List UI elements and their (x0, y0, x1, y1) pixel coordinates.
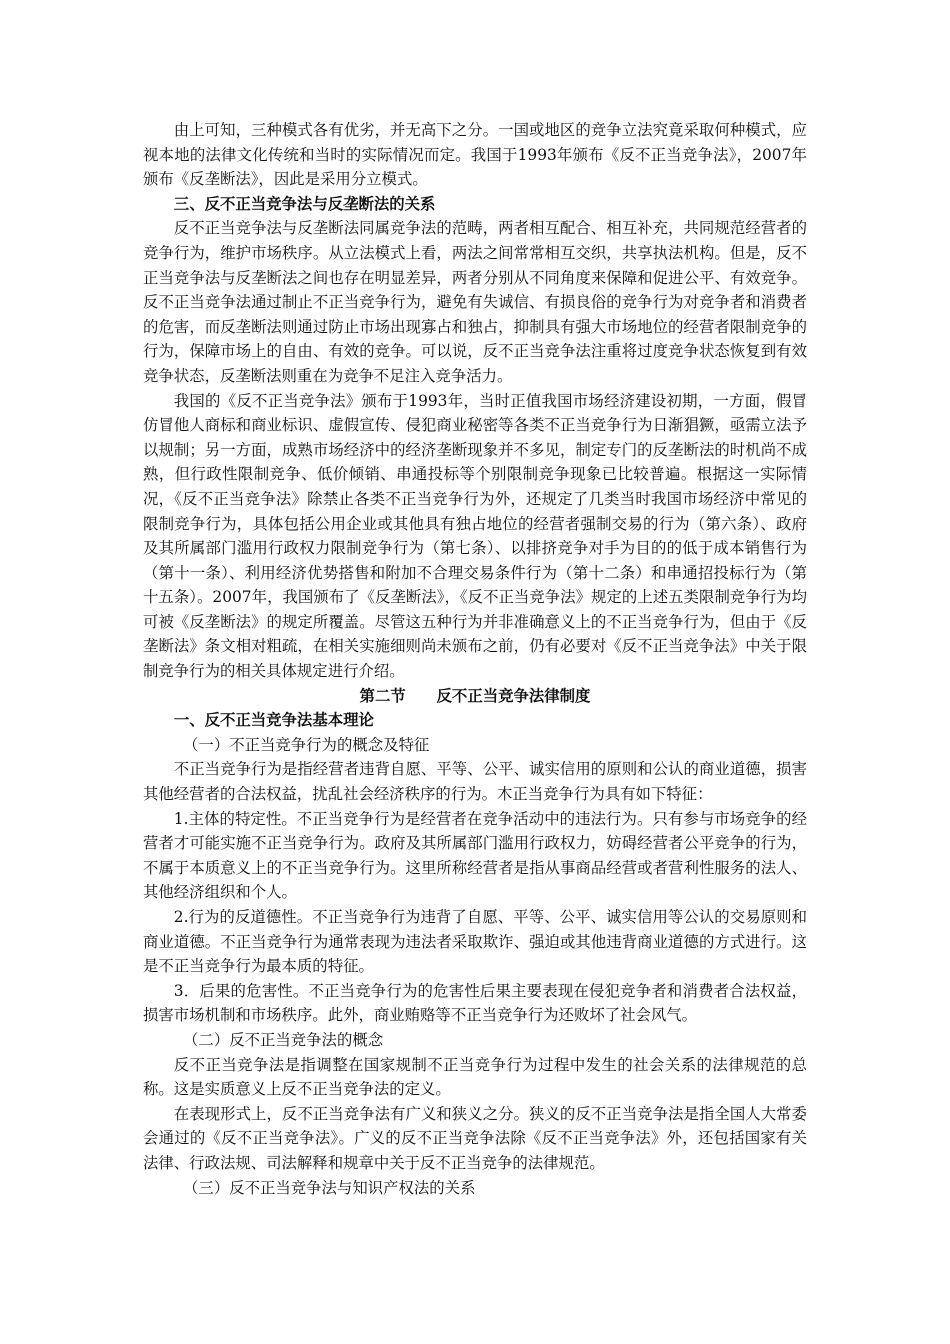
paragraph: 反不正当竞争法是指调整在国家规制不正当竞争行为过程中发生的社会关系的法律规范的总称。这是实质意义上反不正当竞争法的定义。 (143, 1055, 807, 1099)
subsection-heading: （一）不正当竞争行为的概念及特征 (183, 735, 430, 754)
subsection-heading: （二）反不正当竞争法的概念 (183, 1030, 384, 1049)
section-heading: 一、反不正当竞争法基本理论 (173, 711, 374, 730)
paragraph: 2.行为的反道德性。不正当竞争行为违背了自愿、平等、公平、诚实信用等公认的交易原则和商业道德。不正当竞争行为通常表现为违法者采取欺诈、强迫或其他违背商业道德的方式进行。这是不正当竞争行为最本质的特征。 (143, 908, 807, 976)
subsection-heading: （三）反不正当竞争法与知识产权法的关系 (183, 1178, 476, 1197)
chapter-section-title (143, 684, 807, 709)
paragraph: 不正当竞争行为是指经营者违背自愿、平等、公平、诚实信用的原则和公认的商业道德，损害其他经营者的合法权益，扰乱社会经济秩序的行为。木正当竞争行为具有如下特征： (143, 760, 807, 804)
paragraph: 3．后果的危害性。不正当竞争行为的危害性后果主要表现在侵犯竞争者和消费者合法权益，损害市场机制和市场秩序。此外，商业贿赂等不正当竞争行为还败坏了社会风气。 (143, 981, 807, 1025)
paragraph: 由上可知，三种模式各有优劣，并无高下之分。一国或地区的竞争立法究竟采取何种模式，应视本地的法律文化传统和当时的实际情况而定。我国于1993年颁布《反不正当竞争法》，2007年颁布《反垄断法》，因此是采用分立模式。 (143, 121, 807, 189)
paragraph: 反不正当竞争法与反垄断法同属竞争法的范畴，两者相互配合、相互补充，共同规范经营者的竞争行为，维护市场秩序。从立法模式上看，两法之间常常相互交织，共享执法机构。但是，反不正当竞争法与反垄断法之间也存在明显差异，两者分别从不同角度来保障和促进公平、有效竞争。反不正当竞争法通过制止不正当竞争行为，避免有失诚信、有损良俗的竞争行为对竞争者和消费者的危害，而反垄断法则通过防止市场出现寡占和独占，抑制具有强大市场地位的经营者限制竞争的行为，保障市场上的自由、有效的竞争。可以说，反不正当竞争法注重将过度竞争状态恢复到有效竞争状态，反垄断法则重在为竞争不足注入竞争活力。 (143, 219, 807, 385)
paragraph: 我国的《反不正当竞争法》颁布于1993年，当时正值我国市场经济建设初期，一方面，假冒仿冒他人商标和商业标识、虚假宣传、侵犯商业秘密等各类不正当竞争行为日渐猖獗，亟需立法予以规制；另一方面，成熟市场经济中的经济垄断现象并不多见，制定专门的反垄断法的时机尚不成熟，但行政性限制竞争、低价倾销、串通投标等个别限制竞争现象已比较普遍。根据这一实际情况，《反不正当竞争法》除禁止各类不正当竞争行为外，还规定了几类当时我国市场经济中常见的限制竞争行为，具体包括公用企业或其他具有独占地位的经营者强制交易的行为（第六条）、政府及其所属部门滥用行政权力限制竞争行为（第七条）、以排挤竞争对手为目的的低于成本销售行为（第十一条）、利用经济优势搭售和附加不合理交易条件行为（第十二条）和串通招投标行为（第十五条）。2007年，我国颁布了《反垄断法》，《反不正当竞争法》规定的上述五类限制竞争行为均可被《反垄断法》的规定所覆盖。尽管这五种行为并非准确意义上的不正当竞争行为，但由于《反垄断法》条文相对粗疏，在相关实施细则尚未颁布之前，仍有必要对《反不正当竞争法》中关于限制竞争行为的相关具体规定进行介绍。 (143, 391, 807, 681)
section-title: 反不正当竞争法律制度 (436, 686, 591, 705)
document-page (143, 118, 807, 1200)
section-label: 第二节 (359, 686, 406, 705)
section-heading: 三、反不正当竞争法与反垄断法的关系 (173, 194, 436, 213)
paragraph: 1.主体的特定性。不正当竞争行为是经营者在竞争活动中的违法行为。只有参与市场竞争的经营者才可能实施不正当竞争行为。政府及其所属部门滥用行政权力，妨碍经营者公平竞争的行为，不属于本质意义上的不正当竞争行为。这里所称经营者是指从事商品经营或者营利性服务的法人、其他经济组织和个人。 (143, 809, 807, 902)
paragraph: 在表现形式上，反不正当竞争法有广义和狭义之分。狭义的反不正当竞争法是指全国人大常委会通过的《反不正当竞争法》。广义的反不正当竞争法除《反不正当竞争法》外，还包括国家有关法律、行政法规、司法解释和规章中关于反不正当竞争的法律规范。 (143, 1104, 807, 1172)
